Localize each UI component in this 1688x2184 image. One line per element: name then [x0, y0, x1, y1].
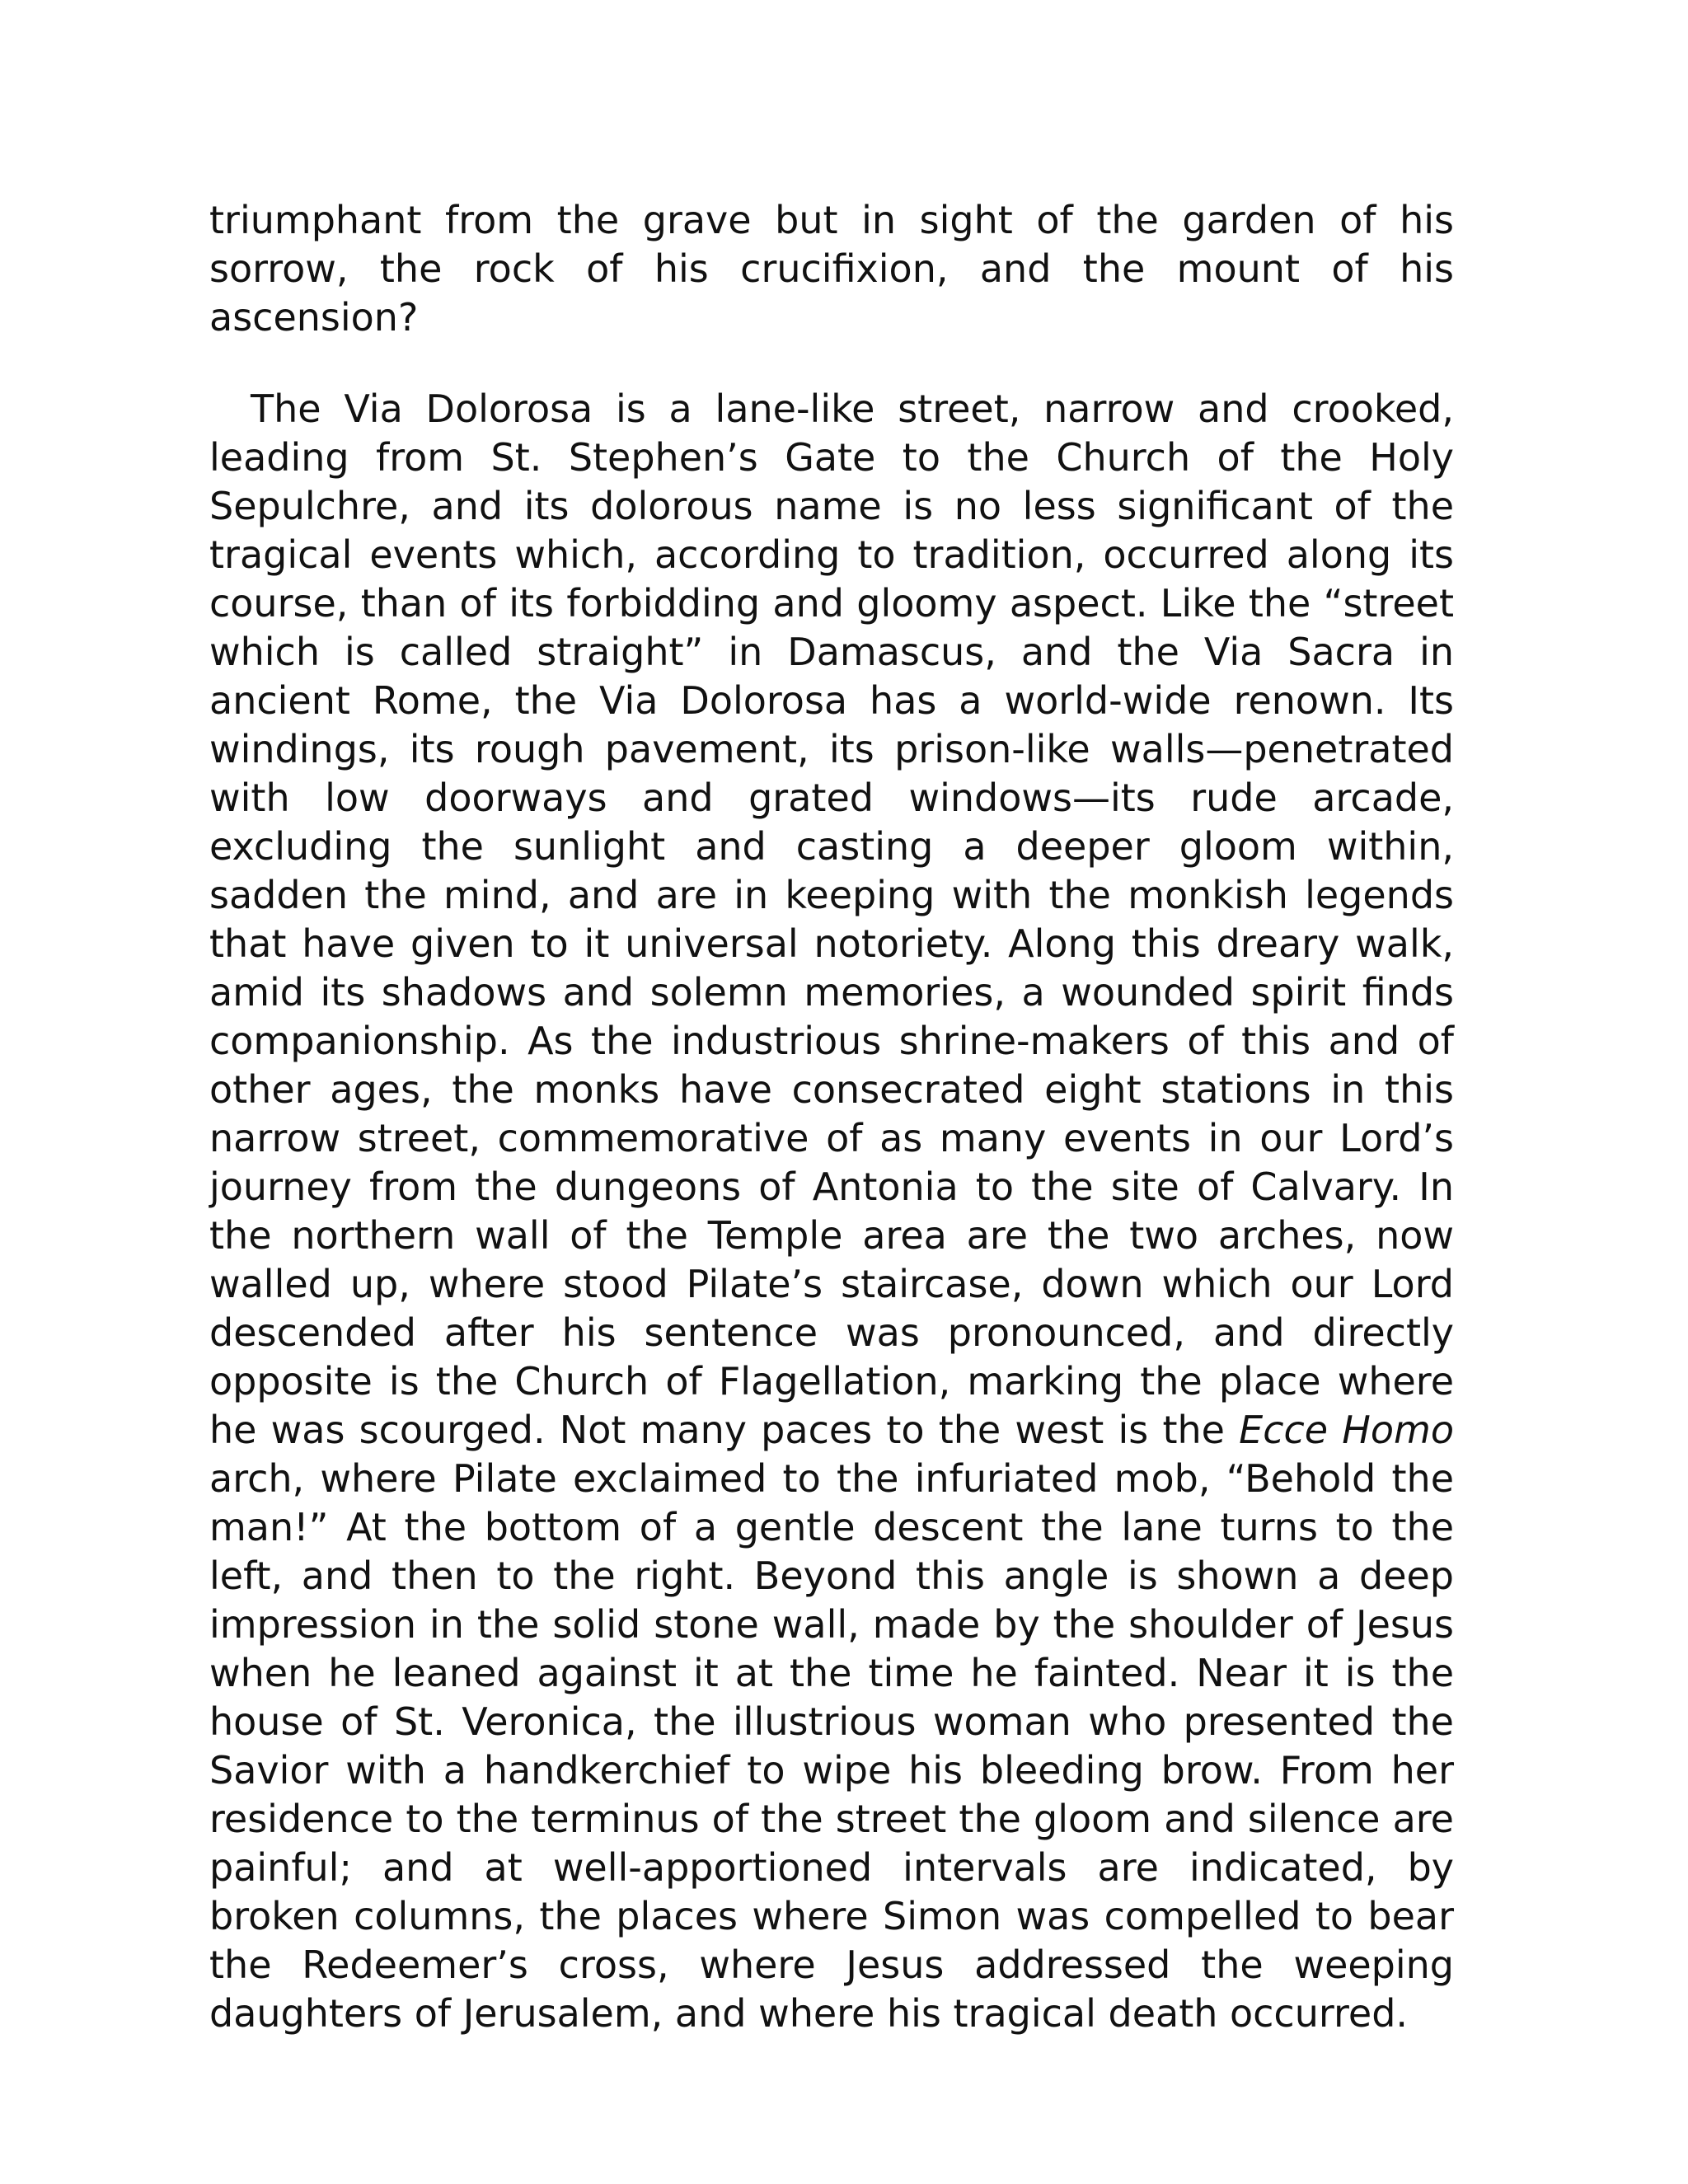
text-segment: triumphant from the grave but in sight of the garden of his sorrow, the rock of his crucifixion, and the mount of his ascension? — [209, 198, 1454, 340]
text-segment: The Via Dolorosa is a lane-like street, narrow and crooked, leading from St. Stephen’s Gate to the Church of the Holy Sepulchre, and its dolorous name is no less significant of the tragical events which, according to tradition, occurred along its course, than of its forbidding and gloomy aspect. Like the “street which is called straight” in Damascus, and the Via Sacra in ancient Rome, the Via Dolorosa has a world-wide renown. Its windings, its rough pavement, its prison-like walls—penetrated with low doorways and grated windows—its rude arcade, excluding the sunlight and casting a deeper gloom within, sadden the mind, and are in keeping with the monkish legends that have given to it universal notoriety. Along this dreary walk, amid its shadows and solemn memories, a wounded spirit finds companionship. As the industrious shrine-makers of this and of other ages, the monks have consecrated eight stations in this narrow street, commemorative of as many events in our Lord’s journey from the dungeons of Antonia to the site of Calvary. In the northern wall of the Temple area are the two arches, now walled up, where stood Pilate’s staircase, down which our Lord descended after his sentence was pronounced, and directly opposite is the Church of Flagellation, marking the place where he was scourged. Not many paces to the west is the — [209, 387, 1454, 1452]
paragraph-via-dolorosa — [209, 385, 1454, 2038]
text-segment: arch, where Pilate exclaimed to the infuriated mob, “Behold the man!” At the bottom of a gentle descent the lane turns to the left, and then to the right. Beyond this angle is shown a deep impression in the solid stone wall, made by the shoulder of Jesus when he leaned against it at the time he fainted. Near it is the house of St. Veronica, the illustrious woman who presented the Savior with a handkerchief to wipe his bleeding brow. From her residence to the terminus of the street the gloom and silence are painful; and at well-apportioned intervals are indicated, by broken columns, the places where Simon was compelled to bear the Redeemer’s cross, where Jesus addressed the weeping daughters of Jerusalem, and where his tragical death occurred. — [209, 1456, 1454, 2036]
paragraph-continuation — [209, 196, 1454, 342]
italic-term: Ecce Homo — [1239, 1408, 1454, 1452]
body-text — [209, 196, 1454, 2038]
